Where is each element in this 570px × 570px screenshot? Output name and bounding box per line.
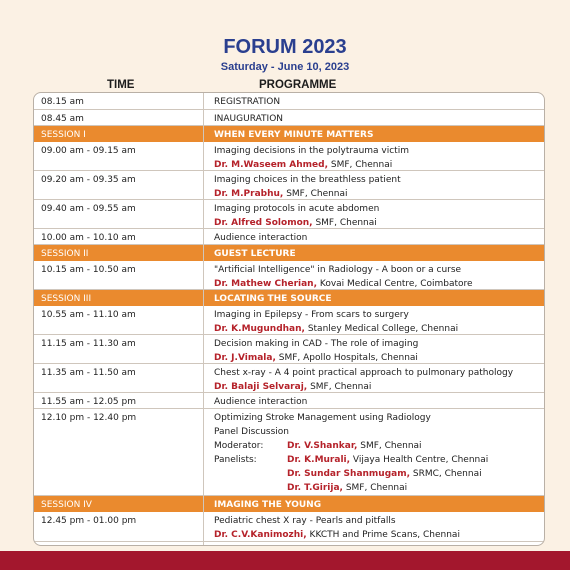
programme-cell [214,411,488,495]
schedule-row [34,335,544,364]
session-label: SESSION III [41,294,92,304]
speaker-name: Dr. Mathew Cherian, [214,279,318,289]
speaker-name: Dr. M.Prabhu, [214,189,284,199]
talk-title: Imaging protocols in acute abdomen [214,204,380,214]
time-cell: 11.35 am - 11.50 am [41,368,136,378]
talk-title: Pediatric chest X ray - Pearls and pitfalls [214,516,396,526]
talk-title: Audience interaction [214,233,308,243]
programme-line [214,231,307,245]
column-header-programme: PROGRAMME [259,79,337,91]
session-header-row [34,290,544,306]
session-title: IMAGING THE YOUNG [214,500,322,510]
programme-line [214,308,458,322]
talk-title: Audience interaction [214,397,308,407]
programme-line [214,337,418,351]
session-label: SESSION IV [41,500,92,510]
column-divider [203,93,204,545]
schedule-row [34,364,544,393]
programme-line [214,158,409,172]
page-subtitle: Saturday - June 10, 2023 [220,61,350,73]
talk-title: Panel Discussion [214,427,290,437]
speaker-institution: Stanley Medical College, Chennai [304,324,459,334]
time-cell: 10.00 am - 10.10 am [41,233,136,243]
session-title: LOCATING THE SOURCE [214,294,332,304]
talk-title: Optimizing Stroke Management using Radiology [214,413,431,423]
time-cell: 12.45 pm - 01.00 pm [41,516,137,526]
page-title: FORUM 2023 [223,36,347,58]
footer-bar [0,551,570,570]
programme-line [214,453,488,467]
speaker-institution: SMF, Chennai [357,441,422,451]
schedule-row [34,409,544,496]
speaker-name: Dr. V.Shankar, [287,441,358,451]
talk-title: "Artificial Intelligence" in Radiology - A boon or a curse [214,265,462,275]
speaker-name: Dr. Alfred Solomon, [214,218,313,228]
programme-line [214,395,307,409]
programme-line [214,187,401,201]
programme-line [214,216,379,230]
speaker-institution: SMF, Apollo Hospitals, Chennai [275,353,418,363]
programme-line [214,528,460,542]
programme-cell [214,514,460,542]
talk-title: INAUGURATION [214,114,284,124]
speaker-name: Dr. C.V.Kanimozhi, [214,530,307,540]
programme-cell [214,366,513,394]
programme-cell [214,202,379,230]
session-header-row [34,496,544,512]
schedule-row [34,393,544,409]
programme-line [214,514,460,528]
talk-title: Imaging choices in the breathless patient [214,175,401,185]
time-cell: 11.15 am - 11.30 am [41,339,136,349]
programme-line [214,481,488,495]
speaker-name: Dr. J.Vimala, [214,353,276,363]
talk-title: Chest x-ray - A 4 point practical approach to pulmonary pathology [214,368,514,378]
programme-line [214,202,379,216]
role-label: Moderator: [214,441,264,451]
programme-cell [214,112,283,126]
speaker-institution: SMF, Chennai [342,483,408,493]
programme-cell [214,337,418,365]
time-cell: 08.45 am [41,114,84,124]
session-label: SESSION I [41,130,86,140]
programme-cell [214,95,280,109]
programme-line [214,277,473,291]
programme-line [214,380,513,394]
speaker-institution: SRMC, Chennai [410,469,482,479]
schedule-row [34,306,544,335]
schedule-row [34,171,544,200]
session-title: GUEST LECTURE [214,249,296,259]
programme-line [214,263,473,277]
speaker-institution: Kovai Medical Centre, Coimbatore [317,279,473,289]
schedule-row [34,229,544,245]
programme-line [214,467,488,481]
schedule-row [34,261,544,290]
time-cell: 08.15 am [41,97,84,107]
time-cell: 09.40 am - 09.55 am [41,204,136,214]
role-label: Panelists: [214,455,257,465]
programme-line [214,144,409,158]
programme-cell [214,144,409,172]
speaker-institution: SMF, Chennai [283,189,348,199]
speaker-name: Dr. M.Waseem Ahmed, [214,160,329,170]
session-label: SESSION II [41,249,89,259]
programme-cell [214,308,458,336]
programme-line [214,411,488,425]
programme-line [214,112,283,126]
speaker-institution: SMF, Chennai [328,160,393,170]
schedule-row [34,93,544,110]
programme-cell [214,395,307,409]
programme-line [214,439,488,453]
column-header-time: TIME [107,79,135,91]
speaker-institution: SMF, Chennai [312,218,377,228]
programme-line [214,351,418,365]
speaker-name: Dr. K.Mugundhan, [214,324,305,334]
time-cell: 10.55 am - 11.10 am [41,310,136,320]
time-cell: 09.20 am - 09.35 am [41,175,136,185]
time-cell: 10.15 am - 10.50 am [41,265,136,275]
schedule-row [34,200,544,229]
programme-line [214,322,458,336]
programme-line [214,425,488,439]
time-cell: 09.00 am - 09.15 am [41,146,136,156]
speaker-name: Dr. K.Murali, [287,455,351,465]
speaker-name: Dr. T.Girija, [287,483,343,493]
programme-cell [214,231,307,245]
programme-line [214,173,401,187]
speaker-institution: SMF, Chennai [307,382,372,392]
session-header-row [34,245,544,261]
talk-title: REGISTRATION [214,97,281,107]
schedule-row [34,110,544,126]
schedule-row [34,512,544,542]
time-cell: 11.55 am - 12.05 pm [41,397,136,407]
talk-title: Decision making in CAD - The role of imaging [214,339,419,349]
speaker-institution: Vijaya Health Centre, Chennai [350,455,489,465]
time-cell: 12.10 pm - 12.40 pm [41,413,137,423]
programme-line [214,95,280,109]
schedule-table [33,92,545,546]
session-header-row [34,126,544,142]
session-title: WHEN EVERY MINUTE MATTERS [214,130,374,140]
speaker-name: Dr. Balaji Selvaraj, [214,382,308,392]
programme-line [214,366,513,380]
programme-cell [214,173,401,201]
talk-title: Imaging in Epilepsy - From scars to surgery [214,310,409,320]
talk-title: Imaging decisions in the polytrauma victim [214,146,409,156]
speaker-name: Dr. Sundar Shanmugam, [287,469,411,479]
speaker-institution: KKCTH and Prime Scans, Chennai [306,530,460,540]
schedule-row [34,142,544,171]
programme-cell [214,263,473,291]
